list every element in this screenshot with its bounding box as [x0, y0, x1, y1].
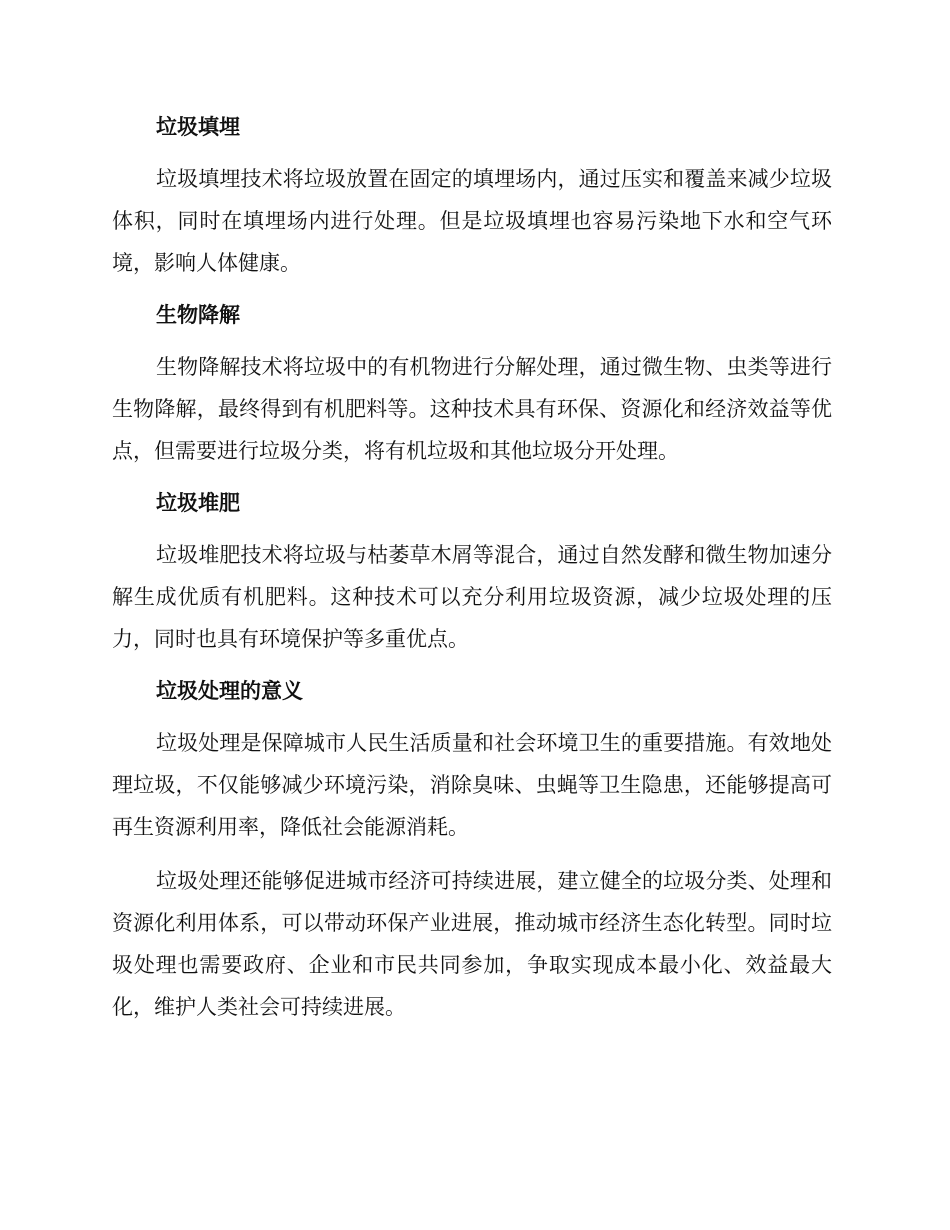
section-paragraph-landfill: 垃圾填埋技术将垃圾放置在固定的填埋场内，通过压实和覆盖来减少垃圾体积，同时在填埋场内进行处理。但是垃圾填埋也容易污染地下水和空气环境，影响人体健康。: [112, 167, 832, 275]
section-heading-landfill: 垃圾填埋: [156, 115, 240, 139]
section-paragraph-biodegradation: 生物降解技术将垃圾中的有机物进行分解处理，通过微生物、虫类等进行生物降解，最终得到有机肥料等。这种技术具有环保、资源化和经济效益等优点，但需要进行垃圾分类，将有机垃圾和其他垃圾分开处理。: [112, 355, 832, 463]
section-paragraph-significance-2: 垃圾处理还能够促进城市经济可持续进展，建立健全的垃圾分类、处理和资源化利用体系，可以带动环保产业进展，推动城市经济生态化转型。同时垃圾处理也需要政府、企业和市民共同参加，争取实现成本最小化、效益最大化，维护人类社会可持续进展。: [112, 869, 832, 1019]
section-paragraph-significance-1: 垃圾处理是保障城市人民生活质量和社会环境卫生的重要措施。有效地处理垃圾，不仅能够减少环境污染，消除臭味、虫蝇等卫生隐患，还能够提高可再生资源利用率，降低社会能源消耗。: [112, 731, 832, 839]
section-heading-biodegradation: 生物降解: [156, 303, 240, 327]
section-heading-composting: 垃圾堆肥: [156, 491, 240, 515]
section-heading-significance: 垃圾处理的意义: [156, 679, 303, 703]
section-paragraph-composting: 垃圾堆肥技术将垃圾与枯萎草木屑等混合，通过自然发酵和微生物加速分解生成优质有机肥料。这种技术可以充分利用垃圾资源，减少垃圾处理的压力，同时也具有环境保护等多重优点。: [112, 543, 832, 651]
